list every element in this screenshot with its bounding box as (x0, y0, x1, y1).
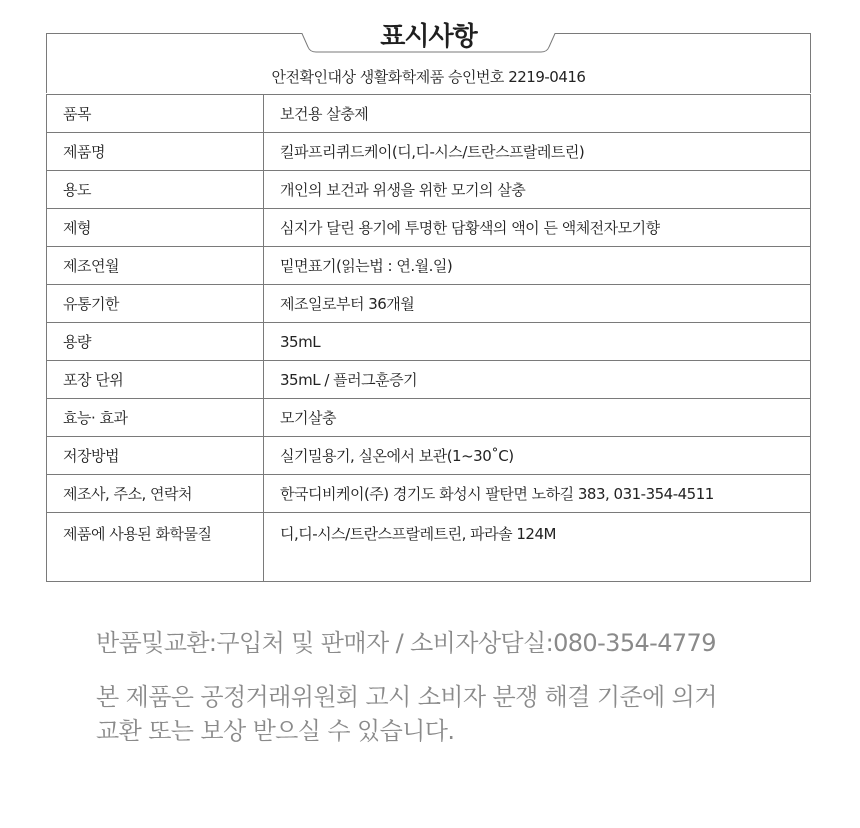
table-row (47, 361, 811, 399)
row-key: 용도 (47, 171, 264, 209)
table-row (47, 247, 811, 285)
row-value: 35mL / 플러그훈증기 (264, 361, 811, 399)
row-value: 밑면표기(읽는법 : 연.월.일) (264, 247, 811, 285)
row-value: 한국디비케이(주) 경기도 화성시 팔탄면 노하길 383, 031-354-4511 (264, 475, 811, 513)
table-row (47, 95, 811, 133)
table-row (47, 133, 811, 171)
row-value: 보건용 살충제 (264, 95, 811, 133)
table-row (47, 437, 811, 475)
dispute-notice-line-1: 본 제품은 공정거래위원회 고시 소비자 분쟁 해결 기준에 의거 (96, 683, 717, 711)
row-value: 개인의 보건과 위생을 위한 모기의 살충 (264, 171, 811, 209)
row-value: 모기살충 (264, 399, 811, 437)
table-row (47, 285, 811, 323)
row-key: 제형 (47, 209, 264, 247)
row-value: 디,디-시스/트란스프랄레트린, 파라솔 124M (264, 513, 811, 582)
row-key: 품목 (47, 95, 264, 133)
row-value: 킬파프리퀴드케이(디,디-시스/트란스프랄레트린) (264, 133, 811, 171)
row-key: 저장방법 (47, 437, 264, 475)
table-row (47, 171, 811, 209)
product-info-table (46, 94, 811, 582)
table-row (47, 323, 811, 361)
row-value: 심지가 달린 용기에 투명한 담황색의 액이 든 액체전자모기향 (264, 209, 811, 247)
dispute-notice-line-2: 교환 또는 보상 받으실 수 있습니다. (96, 717, 455, 745)
row-value: 제조일로부터 36개월 (264, 285, 811, 323)
row-key: 유통기한 (47, 285, 264, 323)
row-key: 효능· 효과 (47, 399, 264, 437)
return-exchange-info: 반품및교환:구입처 및 판매자 / 소비자상담실:080-354-4779 (96, 629, 716, 657)
table-row (47, 209, 811, 247)
row-key: 제품에 사용된 화학물질 (47, 513, 264, 582)
row-key: 포장 단위 (47, 361, 264, 399)
row-key: 제조사, 주소, 연락처 (47, 475, 264, 513)
row-key: 용량 (47, 323, 264, 361)
row-value: 실기밀용기, 실온에서 보관(1~30˚C) (264, 437, 811, 475)
approval-number-line: 안전확인대상 생활화학제품 승인번호 2219-0416 (271, 68, 586, 86)
table-row (47, 475, 811, 513)
table-row (47, 399, 811, 437)
product-label-box (46, 22, 811, 572)
table-row (47, 513, 811, 582)
row-value: 35mL (264, 323, 811, 361)
row-key: 제조연월 (47, 247, 264, 285)
label-title: 표시사항 (380, 22, 477, 52)
row-key: 제품명 (47, 133, 264, 171)
